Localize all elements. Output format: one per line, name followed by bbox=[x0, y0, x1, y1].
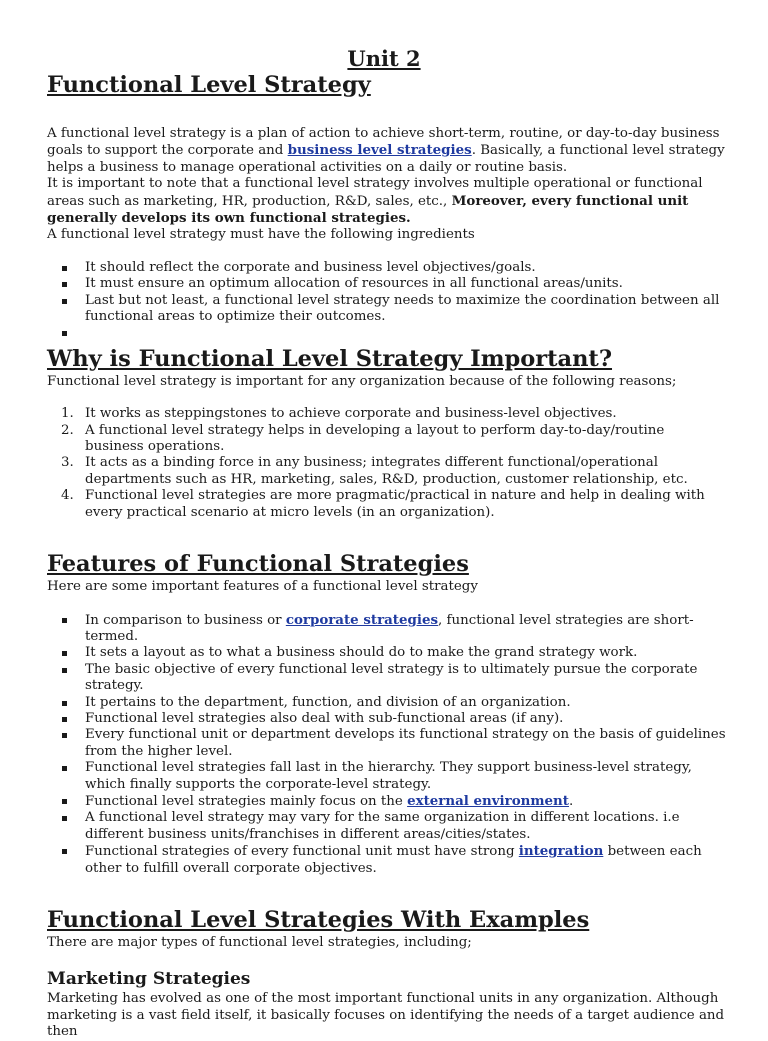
features-intro: Here are some important features of a functional level strategy bbox=[47, 579, 478, 595]
list-item: Every functional unit or department develops its functional strategy on the basis of guidelines from the higher level. bbox=[47, 727, 727, 760]
examples-intro: There are major types of functional level strategies, including; bbox=[47, 935, 472, 951]
corporate-strategies-link[interactable]: corporate strategies bbox=[285, 611, 439, 628]
list-number: 4. bbox=[61, 488, 74, 504]
list-item: Last but not least, a functional level strategy needs to maximize the coordination between all functional areas to optimize their outcomes. bbox=[47, 293, 727, 326]
feature-text: In comparison to business or bbox=[85, 612, 286, 628]
list-item bbox=[47, 843, 727, 877]
intro-p1-text-after: . Basically, a functional level strategy helps a business to manage operational activities on a daily or routine basis. bbox=[47, 143, 725, 175]
reason-text: It acts as a binding force in any business; integrates different functional/operational departments such as HR, marketing, sales, R&D, production, customer relationship, etc. bbox=[85, 455, 688, 487]
unit-title: Unit 2 bbox=[347, 46, 421, 71]
list-item: Functional level strategies also deal with sub-functional areas (if any). bbox=[47, 711, 727, 727]
reason-text: Functional level strategies are more pragmatic/practical in nature and help in dealing with every practical scenario at micro levels (in an organization). bbox=[85, 488, 705, 520]
list-item: It must ensure an optimum allocation of resources in all functional areas/units. bbox=[47, 276, 727, 292]
page-title: Functional Level Strategy bbox=[47, 72, 371, 98]
intro-paragraph-1 bbox=[47, 126, 727, 176]
business-level-strategies-link[interactable]: business level strategies bbox=[287, 142, 472, 159]
list-item: A functional level strategy may vary for the same organization in different locations. i.e different business units/franchises in different areas/cities/states. bbox=[47, 810, 727, 843]
features-heading: Features of Functional Strategies bbox=[47, 551, 469, 578]
feature-text: Functional strategies of every functional unit must have strong bbox=[85, 844, 519, 860]
feature-text: between each other to fulfill overall corporate objectives. bbox=[85, 844, 702, 876]
intro-p1-text-before: A functional level strategy is a plan of action to achieve short-term, routine, or day-to-day business goals to support the corporate and bbox=[47, 126, 720, 159]
list-item: It sets a layout as to what a business should do to make the grand strategy work. bbox=[47, 645, 727, 661]
list-item: It should reflect the corporate and business level objectives/goals. bbox=[47, 260, 727, 276]
feature-text: Functional level strategies mainly focus on the bbox=[85, 793, 408, 809]
features-list bbox=[47, 612, 727, 878]
reasons-list bbox=[47, 406, 727, 521]
intro-p2-bold-text: Moreover, every functional unit generally develops its own functional strategies. bbox=[47, 192, 689, 227]
integration-link[interactable]: integration bbox=[518, 843, 604, 860]
list-item bbox=[47, 793, 727, 810]
external-environment-link[interactable]: external environment bbox=[407, 792, 569, 809]
reason-text: It works as steppingstones to achieve corporate and business-level objectives. bbox=[85, 406, 617, 422]
feature-text: . bbox=[568, 793, 574, 809]
ingredients-list bbox=[47, 260, 727, 342]
examples-heading: Functional Level Strategies With Examples bbox=[47, 907, 590, 934]
list-item: The basic objective of every functional level strategy is to ultimately pursue the corporate strategy. bbox=[47, 662, 727, 695]
document-content bbox=[47, 70, 727, 1041]
why-intro: Functional level strategy is important for any organization because of the following reasons; bbox=[47, 373, 677, 389]
marketing-text: Marketing has evolved as one of the most important functional units in any organization. Although marketing is a vast field itself, it basically focuses on identifying the needs of a target audience and then bbox=[47, 991, 725, 1040]
list-item bbox=[47, 612, 727, 646]
reason-text: A functional level strategy helps in developing a layout to perform day-to-day/routine business operations. bbox=[85, 422, 665, 455]
list-item bbox=[47, 325, 727, 341]
list-item bbox=[47, 406, 727, 422]
feature-text: , functional level strategies are short-termed. bbox=[85, 612, 694, 644]
list-item bbox=[47, 488, 727, 521]
marketing-strategies-heading: Marketing Strategies bbox=[47, 969, 251, 990]
list-item: It pertains to the department, function, and division of an organization. bbox=[47, 695, 727, 711]
list-item bbox=[47, 455, 727, 488]
intro-paragraph-3: A functional level strategy must have the following ingredients bbox=[47, 227, 475, 243]
list-item: Functional level strategies fall last in the hierarchy. They support business-level strategy, which finally supports the corporate-level strategy. bbox=[47, 760, 727, 793]
list-number: 2. bbox=[61, 422, 74, 438]
list-number: 3. bbox=[61, 455, 74, 471]
list-number: 1. bbox=[61, 406, 74, 422]
intro-paragraph-2 bbox=[47, 176, 727, 227]
why-heading: Why is Functional Level Strategy Important? bbox=[47, 345, 613, 372]
intro-p2-text: It is important to note that a functional level strategy involves multiple operational or functional areas such as marketing, HR, production, R&D, sales, etc., bbox=[47, 176, 703, 209]
list-item bbox=[47, 423, 727, 456]
